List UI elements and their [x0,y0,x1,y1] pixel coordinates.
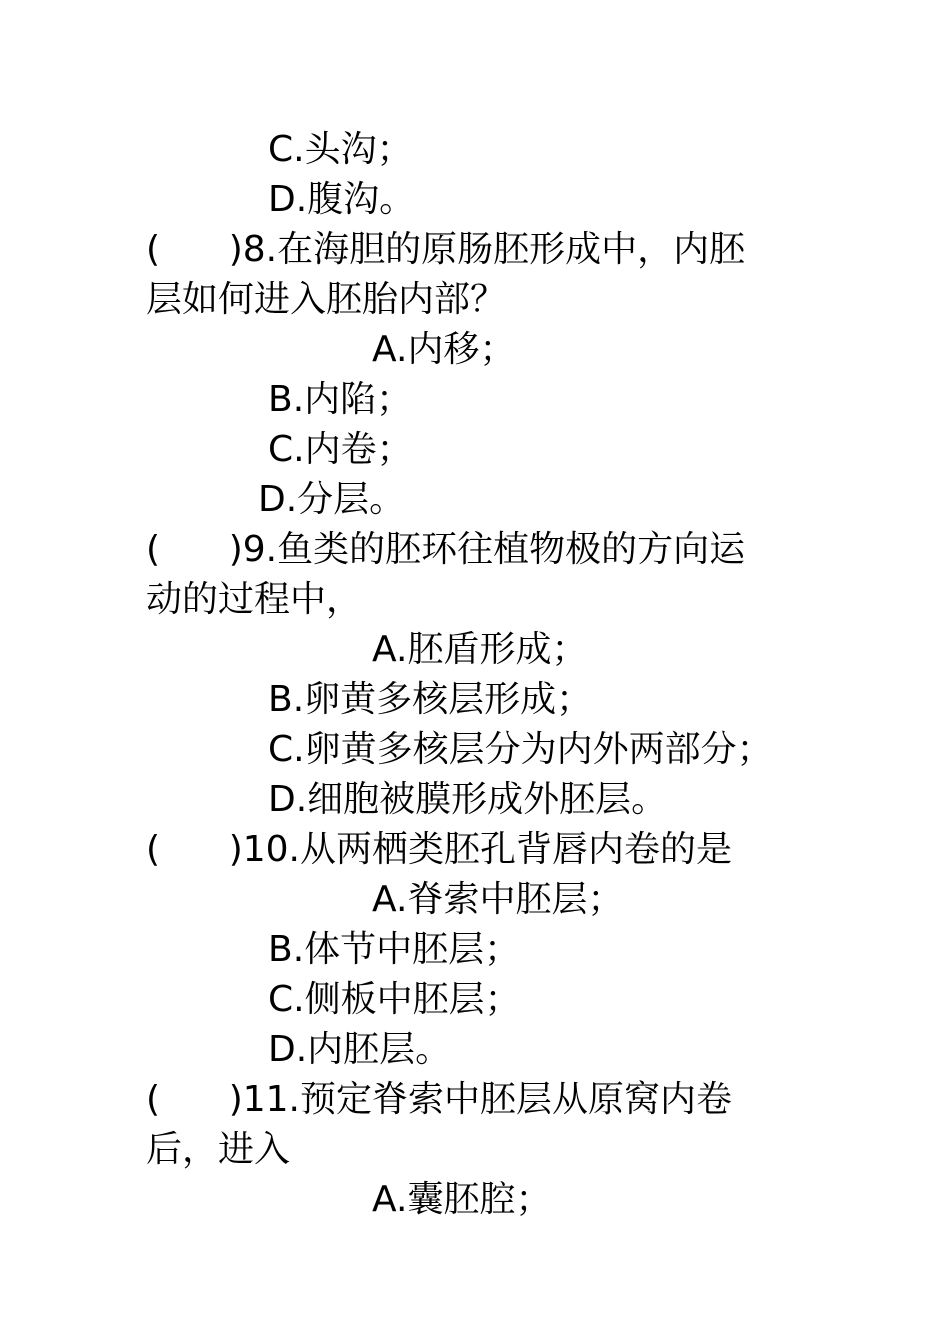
q7-option-d: D.腹沟。 [268,179,416,220]
q8-option-b: B.内陷； [268,379,413,420]
q9-option-d: D.细胞被膜形成外胚层。 [268,779,668,820]
q10-option-b: B.体节中胚层； [268,929,521,970]
q9-stem-line-1: ( )9.鱼类的胚环往植物极的方向运 [146,529,746,570]
q11-stem-line-1: ( )11.预定脊索中胚层从原窝内卷 [146,1079,733,1120]
q11-stem-line-2: 后，进入 [146,1129,291,1170]
q10-stem: ( )10.从两栖类胚孔背唇内卷的是 [146,829,733,870]
q8-stem-line-1: ( )8.在海胆的原肠胚形成中，内胚 [146,229,746,270]
q8-option-a: A.内移； [372,329,516,370]
q8-stem-line-2: 层如何进入胚胎内部？ [146,279,507,320]
q9-option-a: A.胚盾形成； [372,629,588,670]
q11-option-a: A.囊胚腔； [372,1179,552,1220]
q8-option-c: C.内卷； [268,429,413,470]
q7-option-c: C.头沟； [268,129,413,170]
q10-option-a: A.脊索中胚层； [372,879,624,920]
q9-option-b: B.卵黄多核层形成； [268,679,593,720]
q8-option-d: D.分层。 [258,479,406,520]
q10-option-c: C.侧板中胚层； [268,979,521,1020]
q9-stem-line-2: 动的过程中， [146,579,363,620]
q10-option-d: D.内胚层。 [268,1029,452,1070]
q9-option-c: C.卵黄多核层分为内外两部分； [268,729,773,770]
